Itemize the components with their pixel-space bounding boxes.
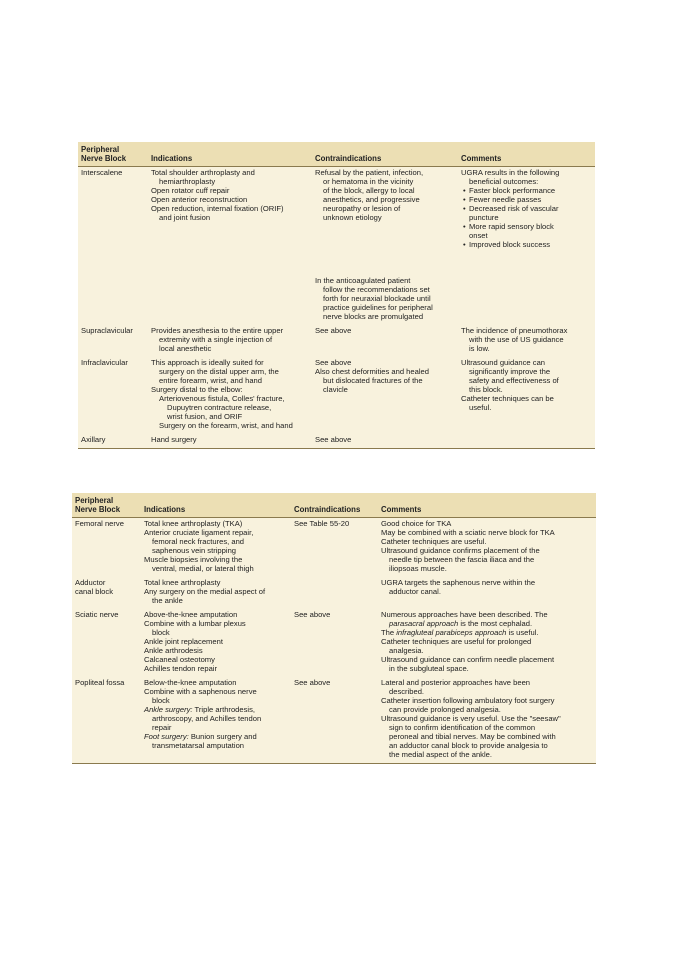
bullet-item: • Decreased risk of vascular	[461, 204, 592, 213]
cell-text: Catheter techniques are useful.	[381, 537, 487, 546]
cell-text: Good choice for TKA	[381, 519, 452, 528]
cell-text: Open rotator cuff repair	[151, 186, 230, 195]
cell-text: Above-the-knee amputation	[144, 610, 238, 619]
cell-text: needle tip between the fascia iliaca and the	[389, 555, 535, 564]
cell-text: See above	[315, 435, 352, 444]
cell-text: In the anticoagulated patient	[315, 276, 411, 285]
header-peripheral-nerve-block	[78, 142, 148, 167]
cell-text: clavicle	[323, 385, 348, 394]
cell-text: sign to confirm identification of the common	[389, 723, 536, 732]
cell-text: the medial aspect of the ankle.	[389, 750, 493, 759]
cell-text: Sciatic nerve	[75, 610, 119, 619]
cell-text: Surgery on the forearm, wrist, and hand	[159, 421, 293, 430]
cell-text: See above	[294, 678, 331, 687]
cell-text: Below-the-knee amputation	[144, 678, 237, 687]
cell-text: neuropathy or lesion of	[323, 204, 401, 213]
cell-text: significantly improve the	[469, 367, 551, 376]
cell-text: Ankle surgery: Triple arthrodesis,	[144, 705, 256, 714]
cell-text: Anterior cruciate ligament repair,	[144, 528, 254, 537]
cell-block	[72, 609, 141, 677]
cell-text: saphenous vein stripping	[152, 546, 237, 555]
cell-text: an adductor canal block to provide analgesia to	[389, 741, 548, 750]
cell-text: Adductor	[75, 578, 106, 587]
cell-text: follow the recommendations set	[323, 285, 430, 294]
cell-comments	[378, 677, 596, 764]
cell-text: Ultrasound guidance is very useful. Use the "seesaw"	[381, 714, 561, 723]
cell-text: Supraclavicular	[81, 326, 133, 335]
header-text: Nerve Block	[81, 154, 127, 163]
cell-text: parasacral approach is the most cephalad.	[389, 619, 533, 628]
italic-text: parasacral approach	[389, 619, 459, 628]
cell-indications	[141, 518, 291, 578]
cell-comments	[378, 577, 596, 609]
header-text: Indications	[151, 154, 193, 163]
header-text: Comments	[381, 505, 422, 514]
cell-text: analgesia.	[389, 646, 424, 655]
cell-text: Muscle biopsies involving the	[144, 555, 243, 564]
cell-text: Femoral nerve	[75, 519, 124, 528]
cell-text: Calcaneal osteotomy	[144, 655, 215, 664]
upper-extremity-block-table	[78, 142, 595, 449]
table-row	[72, 609, 596, 677]
cell-text: practice guidelines for peripheral	[323, 303, 433, 312]
cell-text: Also chest deformities and healed	[315, 367, 429, 376]
cell-indications	[148, 434, 312, 449]
cell-contraindications	[312, 325, 458, 357]
cell-text: Total shoulder arthroplasty and	[151, 168, 255, 177]
cell-text: or hematoma in the vicinity	[323, 177, 414, 186]
lower-extremity-block-table	[72, 493, 596, 764]
cell-text: Interscalene	[81, 168, 123, 177]
header-comments	[458, 142, 595, 167]
cell-text: anesthetics, and progressive	[323, 195, 420, 204]
cell-indications	[148, 325, 312, 357]
cell-text: Surgery distal to the elbow:	[151, 385, 243, 394]
cell-text: Achilles tendon repair	[144, 664, 218, 673]
cell-block	[78, 434, 148, 449]
cell-text: Refusal by the patient, infection,	[315, 168, 424, 177]
spacer	[315, 222, 455, 231]
bullet-item: • Fewer needle passes	[461, 195, 592, 204]
cell-block	[72, 677, 141, 764]
table-row	[78, 357, 595, 434]
header-peripheral-nerve-block	[72, 493, 141, 518]
header-contraindications	[291, 493, 378, 518]
cell-text: wrist fusion, and ORIF	[167, 412, 243, 421]
header-contraindications	[312, 142, 458, 167]
cell-comments	[458, 434, 595, 449]
cell-contraindications	[312, 167, 458, 326]
cell-block	[78, 325, 148, 357]
cell-text: Provides anesthesia to the entire upper	[151, 326, 284, 335]
cell-text: local anesthetic	[159, 344, 212, 353]
cell-text: The infragluteal parabiceps approach is useful.	[381, 628, 539, 637]
cell-text: Dupuytren contracture release,	[167, 403, 272, 412]
header-text: Peripheral	[75, 496, 114, 505]
cell-text: Ankle arthrodesis	[144, 646, 203, 655]
cell-text: Total knee arthroplasty (TKA)	[144, 519, 243, 528]
cell-comments	[378, 518, 596, 578]
header-text: Contraindications	[315, 154, 382, 163]
cell-contraindications	[291, 577, 378, 609]
cell-text: Axillary	[81, 435, 106, 444]
cell-text: May be combined with a sciatic nerve block for TKA	[381, 528, 555, 537]
cell-contraindications	[291, 609, 378, 677]
cell-text: peroneal and tibial nerves. May be combined with	[389, 732, 556, 741]
cell-text: femoral neck fractures, and	[152, 537, 245, 546]
cell-text: arthroscopy, and Achilles tendon	[152, 714, 262, 723]
cell-text: Open anterior reconstruction	[151, 195, 248, 204]
cell-text: This approach is ideally suited for	[151, 358, 264, 367]
cell-text: Any surgery on the medial aspect of	[144, 587, 266, 596]
cell-text: Infraclavicular	[81, 358, 128, 367]
cell-comments	[458, 357, 595, 434]
header-indications	[148, 142, 312, 167]
header-text: Contraindications	[294, 505, 361, 514]
cell-text: See above	[315, 358, 352, 367]
header-text: Nerve Block	[75, 505, 121, 514]
cell-text: Foot surgery: Bunion surgery and	[144, 732, 257, 741]
italic-text: infragluteal parabiceps approach	[396, 628, 507, 637]
cell-text: canal block	[75, 587, 113, 596]
cell-text: beneficial outcomes:	[469, 177, 539, 186]
table-header-row	[78, 142, 595, 167]
cell-text: Catheter techniques can be	[461, 394, 554, 403]
cell-text: ventral, medial, or lateral thigh	[152, 564, 254, 573]
cell-text: surgery on the distal upper arm, the	[159, 367, 279, 376]
cell-text: and joint fusion	[159, 213, 211, 222]
cell-text: forth for neuraxial blockade until	[323, 294, 431, 303]
cell-text: Total knee arthroplasty	[144, 578, 221, 587]
table-row	[72, 577, 596, 609]
cell-text: puncture	[469, 213, 499, 222]
spacer	[315, 231, 455, 240]
cell-contraindications	[291, 677, 378, 764]
cell-text: in the subgluteal space.	[389, 664, 469, 673]
cell-text: useful.	[469, 403, 492, 412]
bullet-item: • More rapid sensory block	[461, 222, 592, 231]
cell-text: extremity with a single injection of	[159, 335, 273, 344]
cell-text: safety and effectiveness of	[469, 376, 559, 385]
spacer	[315, 240, 455, 249]
header-indications	[141, 493, 291, 518]
cell-block	[78, 357, 148, 434]
cell-text: See above	[294, 610, 331, 619]
header-text: Indications	[144, 505, 186, 514]
cell-text: Ultrasound guidance can confirm needle placement	[381, 655, 555, 664]
table-header-row	[72, 493, 596, 518]
cell-indications	[141, 677, 291, 764]
cell-text: Catheter insertion following ambulatory foot surgery	[381, 696, 555, 705]
header-comments	[378, 493, 596, 518]
cell-text: transmetatarsal amputation	[152, 741, 245, 750]
cell-indications	[148, 357, 312, 434]
cell-indications	[148, 167, 312, 326]
header-text: Peripheral	[81, 145, 120, 154]
cell-block	[72, 577, 141, 609]
cell-text: of the block, allergy to local	[323, 186, 415, 195]
cell-text: Ultrasound guidance can	[461, 358, 546, 367]
cell-block	[78, 167, 148, 326]
table-row	[72, 677, 596, 764]
cell-text: UGRA targets the saphenous nerve within the	[381, 578, 536, 587]
cell-text: entire forearm, wrist, and hand	[159, 376, 262, 385]
table-row	[78, 167, 595, 326]
bullet-item: • Faster block performance	[461, 186, 592, 195]
cell-indications	[141, 577, 291, 609]
cell-contraindications	[291, 518, 378, 578]
bullet-item: • Improved block success	[461, 240, 592, 249]
cell-text: but dislocated fractures of the	[323, 376, 423, 385]
table-row	[78, 325, 595, 357]
cell-comments	[378, 609, 596, 677]
header-text: Comments	[461, 154, 502, 163]
table-row	[72, 518, 596, 578]
cell-text: Popliteal fossa	[75, 678, 125, 687]
spacer	[315, 249, 455, 258]
cell-text: is low.	[469, 344, 490, 353]
cell-text: Numerous approaches have been described. The	[381, 610, 548, 619]
italic-text: Foot surgery:	[144, 732, 189, 741]
cell-text: onset	[469, 231, 488, 240]
cell-comments	[458, 325, 595, 357]
cell-text: can provide prolonged analgesia.	[389, 705, 501, 714]
cell-text: Lateral and posterior approaches have been	[381, 678, 531, 687]
cell-text: adductor canal.	[389, 587, 441, 596]
cell-indications	[141, 609, 291, 677]
cell-text: See Table 55-20	[294, 519, 350, 528]
cell-text: this block.	[469, 385, 503, 394]
cell-text: described.	[389, 687, 425, 696]
cell-text: Open reduction, internal fixation (ORIF)	[151, 204, 284, 213]
cell-comments	[458, 167, 595, 326]
cell-text: Ankle joint replacement	[144, 637, 223, 646]
cell-text: Hand surgery	[151, 435, 197, 444]
cell-text: nerve blocks are promulgated	[323, 312, 424, 321]
cell-text: Catheter techniques are useful for prolonged	[381, 637, 532, 646]
cell-text: iliopsoas muscle.	[389, 564, 447, 573]
cell-text: block	[152, 696, 170, 705]
italic-text: Ankle surgery:	[144, 705, 193, 714]
cell-text: the ankle	[152, 596, 183, 605]
cell-text: Combine with a lumbar plexus	[144, 619, 246, 628]
spacer	[315, 258, 455, 267]
cell-text: with the use of US guidance	[469, 335, 564, 344]
cell-text: repair	[152, 723, 172, 732]
cell-text: Ultrasound guidance confirms placement of the	[381, 546, 540, 555]
cell-text: unknown etiology	[323, 213, 382, 222]
cell-contraindications	[312, 434, 458, 449]
cell-text: The incidence of pneumothorax	[461, 326, 568, 335]
spacer	[315, 267, 455, 276]
cell-block	[72, 518, 141, 578]
cell-text: See above	[315, 326, 352, 335]
cell-text: hemiarthroplasty	[159, 177, 216, 186]
cell-text: UGRA results in the following	[461, 168, 560, 177]
cell-text: Combine with a saphenous nerve	[144, 687, 257, 696]
cell-text: block	[152, 628, 170, 637]
table-row	[78, 434, 595, 449]
cell-contraindications	[312, 357, 458, 434]
cell-text: Arteriovenous fistula, Colles' fracture,	[159, 394, 285, 403]
